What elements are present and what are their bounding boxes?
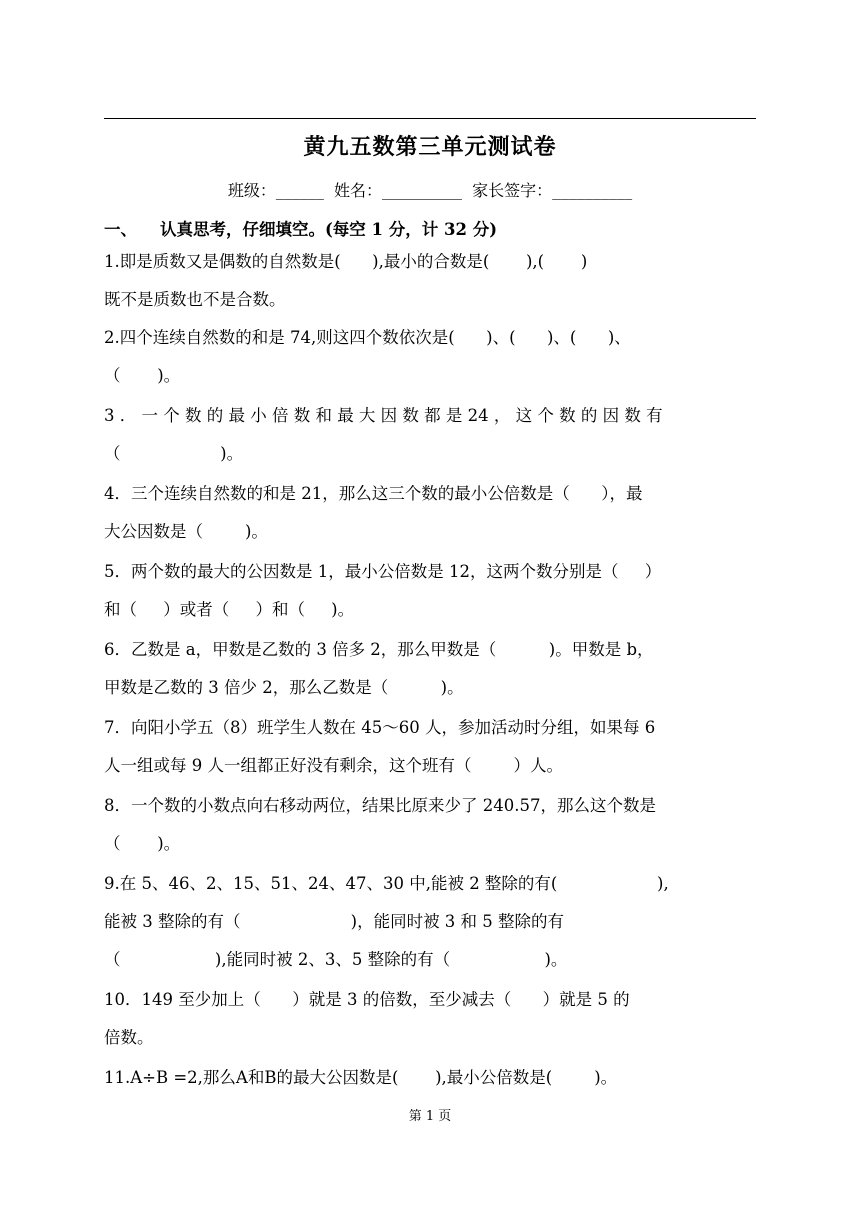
page-number: 第 1 页 <box>408 1109 452 1124</box>
question-line: 7．向阳小学五（8）班学生人数在 45～60 人，参加活动时分组，如果每 6 <box>104 718 656 737</box>
question-line: 倍数。 <box>104 1028 154 1047</box>
question-line: （ )。 <box>104 834 181 853</box>
question-line: 和（ ）或者（ ）和（ )。 <box>104 600 355 619</box>
question-line: 5．两个数的最大的公因数是 1，最小公倍数是 12，这两个数分别是（ ） <box>104 562 662 581</box>
section-heading: 一、 认真思考，仔细填空。(每空 1 分，计 32 分) <box>104 220 498 239</box>
question-line: 11.A÷B =2,那么A和B的最大公因数是( ),最小公倍数是( )。 <box>104 1068 618 1087</box>
question-line: 8．一个数的小数点向右移动两位，结果比原来少了 240.57，那么这个数是 <box>104 796 656 815</box>
question-line: 能被 3 整除的有（ )，能同时被 3 和 5 整除的有 <box>104 912 565 931</box>
question-line: 既不是质数也不是合数。 <box>104 290 286 309</box>
question-line: 6．乙数是 a，甲数是乙数的 3 倍多 2，那么甲数是（ )。甲数是 b， <box>104 640 654 659</box>
question-line: 9.在 5、46、2、15、51、24、47、30 中,能被 2 整除的有( ), <box>104 874 669 893</box>
question-line: 甲数是乙数的 3 倍少 2，那么乙数是（ )。 <box>104 678 464 697</box>
question-line: 大公因数是（ )。 <box>104 522 268 541</box>
question-line: 10．149 至少加上（ ）就是 3 的倍数，至少减去（ ）就是 5 的 <box>104 990 630 1009</box>
question-line: 1.即是质数又是偶数的自然数是( ),最小的合数是( ),( ) <box>104 252 588 271</box>
header-rule <box>104 118 756 119</box>
question-line: 2.四个连续自然数的和是 74,则这四个数依次是( )、( )、( )、 <box>104 328 631 347</box>
page-title: 黄九五数第三单元测试卷 <box>303 134 557 160</box>
question-line: （ ),能同时被 2、3、5 整除的有（ )。 <box>104 950 568 969</box>
question-line: 3 ． 一 个 数 的 最 小 倍 数 和 最 大 因 数 都 是 24 ， 这 个 数 的 因 数 有 <box>104 406 663 425</box>
question-line: （ )。 <box>104 444 244 463</box>
question-line: 人一组或每 9 人一组都正好没有剩余，这个班有（ ）人。 <box>104 756 563 775</box>
question-line: 4．三个连续自然数的和是 21，那么这三个数的最小公倍数是（ ），最 <box>104 484 643 503</box>
student-info-line: 班级：______ 姓名：__________ 家长签字：__________ <box>227 181 633 200</box>
question-line: （ )。 <box>104 366 181 385</box>
